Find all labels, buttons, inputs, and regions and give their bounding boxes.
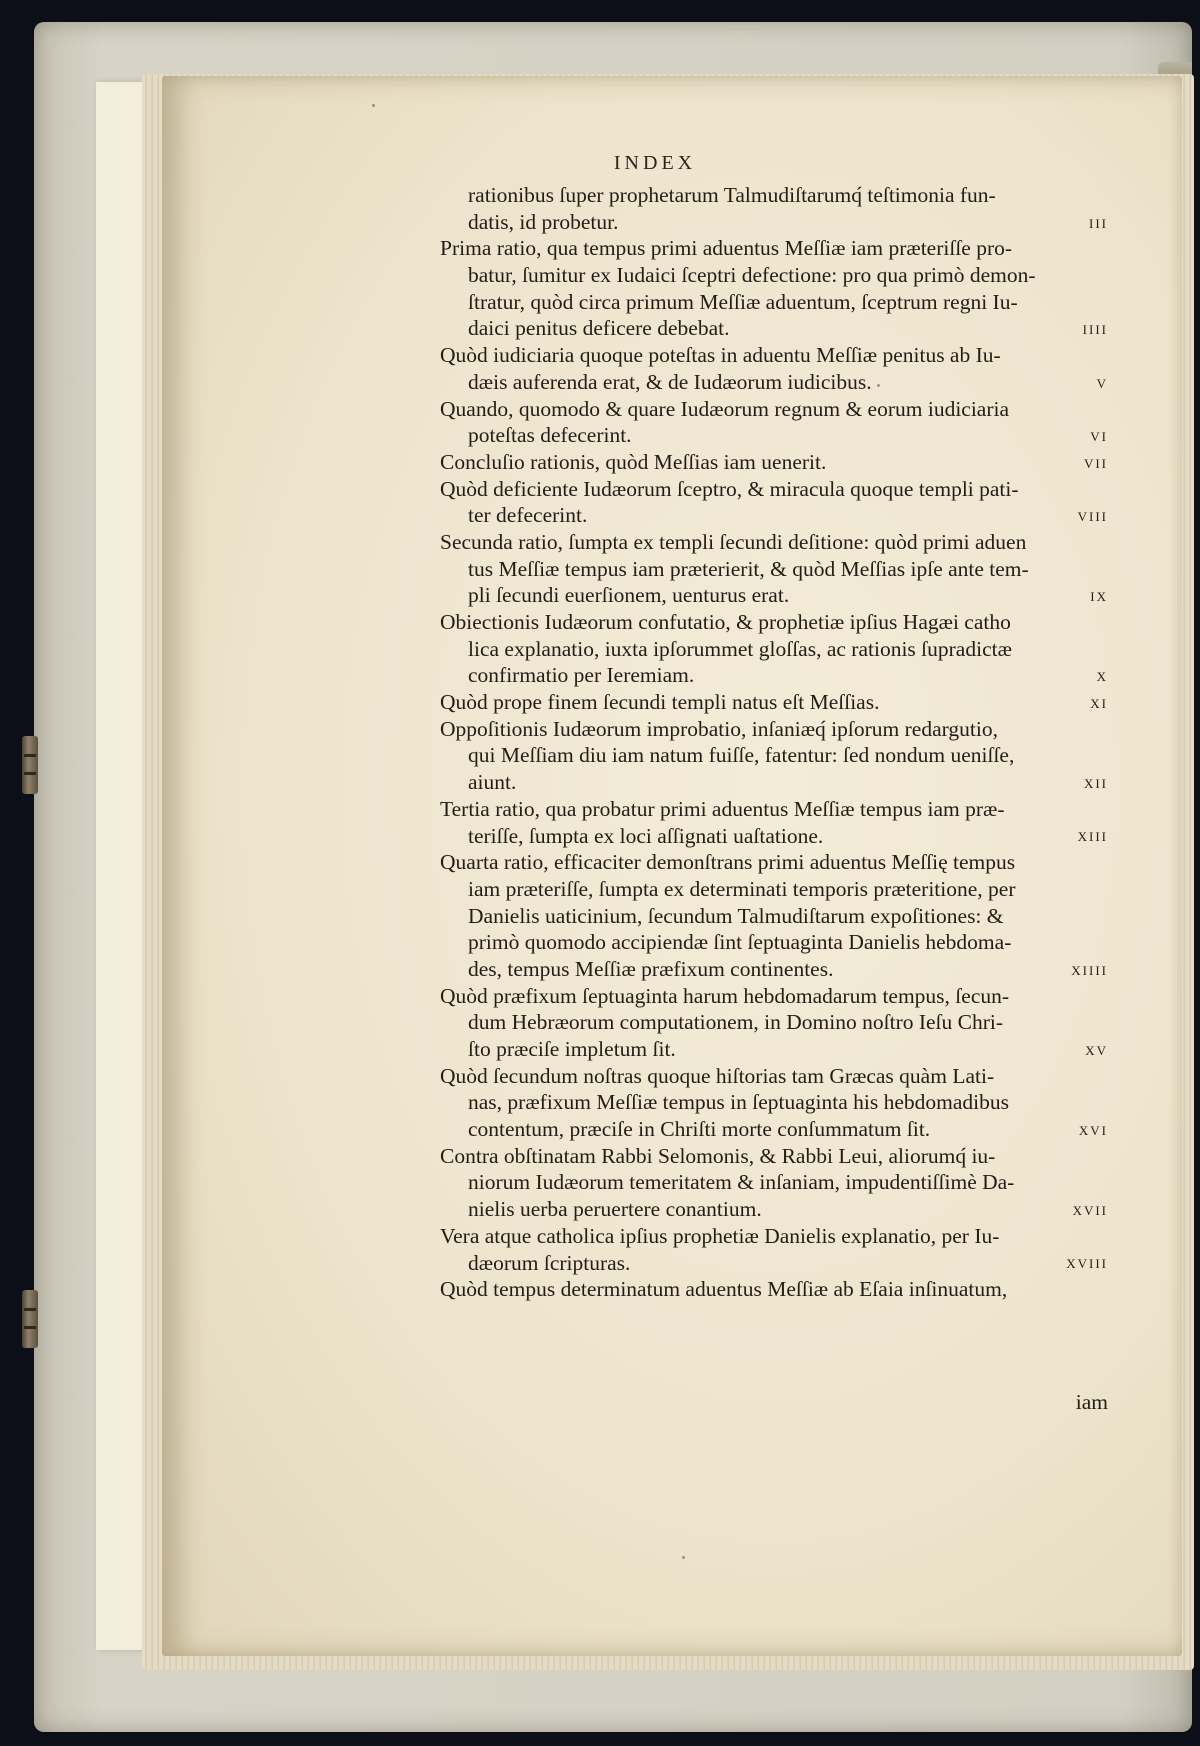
index-entry-line: [440, 369, 1108, 396]
index-entry-line: niorum Iudæorum temeritatem & inſaniam, impudentiſſimè Da-: [468, 1170, 1015, 1195]
index-entry: [440, 1223, 1108, 1276]
index-entry-line: Quarta ratio, efficaciter demonſtrans primi aduentus Meſſię tempus: [440, 850, 1016, 875]
index-entry-line: [440, 209, 1108, 236]
folio-number: xii: [1083, 772, 1108, 793]
folio-number: x: [1096, 665, 1108, 686]
folio-number: v: [1096, 371, 1108, 392]
index-entry-line: [440, 769, 1108, 796]
index-entry: [440, 689, 1108, 716]
index-entry-text: Quòd prope finem ſecundi templi natus eſt Meſſias.: [440, 690, 880, 715]
index-entry-text: contentum, præciſe in Chriſti morte conſummatum ſit.: [468, 1117, 931, 1142]
catchword: iam: [1075, 1390, 1108, 1414]
index-entry-text: ſto præciſe impletum ſit.: [468, 1037, 676, 1061]
index-entry-line: Vera atque catholica ipſius prophetiæ Danielis explanatio, per Iu-: [440, 1223, 1000, 1248]
folio-number: xi: [1090, 692, 1108, 713]
index-entry-text: pli ſecundi euerſionem, uenturus erat.: [468, 583, 790, 608]
folio-number: iii: [1089, 211, 1108, 232]
index-entry-line: Tertia ratio, qua probatur primi aduentus Meſſiæ tempus iam præ-: [440, 796, 1005, 821]
index-entry-line: Prima ratio, qua tempus primi aduentus Meſſiæ iam præteriſſe pro-: [440, 236, 1013, 261]
folio-number: xvi: [1078, 1119, 1108, 1140]
index-entry-line: Obiectionis Iudæorum confutatio, & prophetiæ ipſius Hagæi catho: [440, 610, 1011, 634]
index-entry-line: lica explanatio, iuxta ipſorummet gloſſas, ac rationis ſupradictæ: [468, 636, 1012, 661]
index-entry-text: dæorum ſcripturas.: [468, 1250, 631, 1275]
index-entry-text: Concluſio rationis, quòd Meſſias iam uenerit.: [440, 449, 827, 474]
index-entry-line: [440, 315, 1108, 342]
folio-number: vi: [1090, 425, 1108, 446]
index-entry-line: [440, 1116, 1108, 1143]
index-entry-line: ſtratur, quòd circa primum Meſſiæ aduentum, ſceptrum regni Iu-: [468, 289, 1018, 314]
index-entry: [440, 983, 1108, 1063]
index-entry-line: Quòd deficiente Iudæorum ſceptro, & miracula quoque templi pati-: [440, 476, 1019, 501]
index-list: [440, 182, 1108, 1303]
index-entry-text: des, tempus Meſſiæ præfixum continentes.: [468, 956, 834, 981]
folio-number: xiii: [1077, 825, 1108, 846]
index-entry: [440, 1063, 1108, 1143]
index-entry-text: teriſſe, ſumpta ex loci aſſignati uaſtatione.: [468, 823, 824, 848]
index-entry-line: Contra obſtinatam Rabbi Selomonis, & Rabbi Leui, aliorumq́ iu-: [440, 1143, 996, 1168]
index-entry: [440, 235, 1108, 342]
index-entry-line: batur, ſumitur ex Iudaici ſceptri defectione: pro qua primò demon-: [468, 263, 1036, 288]
index-entry-text: nielis uerba peruertere conantium.: [468, 1197, 762, 1222]
index-entry-line: rationibus ſuper prophetarum Talmudiſtarumq́ teſtimonia fun-: [468, 183, 996, 207]
index-entry-text: confirmatio per Ieremiam.: [468, 663, 695, 688]
folio-number: ix: [1090, 585, 1108, 606]
index-entry-text: daici penitus deficere debebat.: [468, 316, 730, 341]
index-entry: [440, 849, 1108, 982]
index-entry-line: primò quomodo accipiendæ ſint ſeptuaginta Danielis hebdoma-: [468, 930, 1012, 955]
folio-number: xviii: [1066, 1252, 1108, 1273]
index-entry: [440, 716, 1108, 796]
index-entry-line: Secunda ratio, ſumpta ex templi ſecundi deſitione: quòd primi aduen: [440, 529, 1027, 554]
hinge-icon: [22, 1290, 38, 1348]
index-entry-line: Quòd ſecundum noſtras quoque hiſtorias tam Græcas quàm Lati-: [440, 1063, 995, 1088]
index-entry-line: [440, 823, 1108, 850]
index-entry-line: tus Meſſiæ tempus iam præterierit, & quòd Meſſias ipſe ante tem-: [468, 556, 1029, 581]
index-entry-line: Quòd præfixum ſeptuaginta harum hebdomadarum tempus, ſecun-: [440, 983, 1010, 1008]
index-entry-text: poteſtas defecerint.: [468, 423, 632, 448]
index-entry: [440, 796, 1108, 849]
folio-number: vii: [1083, 451, 1108, 472]
index-entry-line: Oppoſitionis Iudæorum improbatio, inſaniæq́ ipſorum redargutio,: [440, 716, 998, 741]
index-entry-line: Danielis uaticinium, ſecundum Talmudiſtarum expoſitiones: &: [468, 903, 1004, 928]
index-entry-line: Quòd iudiciaria quoque poteſtas in aduentu Meſſiæ penitus ab Iu-: [440, 343, 1001, 368]
index-entry-line: qui Meſſiam diu iam natum fuiſſe, fatentur: ſed nondum ueniſſe,: [468, 743, 1015, 768]
index-entry: [440, 449, 1108, 476]
index-entry: [440, 182, 1108, 235]
index-entry-line: [440, 662, 1108, 689]
running-head: INDEX: [613, 152, 697, 174]
index-entry-text: ter defecerint.: [468, 503, 588, 528]
index-entry-text: dæis auferenda erat, & de Iudæorum iudicibus.: [468, 369, 872, 394]
index-entry-line: Quòd tempus determinatum aduentus Meſſiæ ab Eſaia inſinuatum,: [440, 1277, 1008, 1302]
folio-number: xvii: [1072, 1199, 1108, 1220]
index-entry-text: aiunt.: [468, 770, 517, 795]
index-entry: [440, 529, 1108, 609]
index-entry-line: [440, 1250, 1108, 1277]
index-entry-line: [440, 582, 1108, 609]
index-entry-line: iam præteriſſe, ſumpta ex determinati temporis præteritione, per: [468, 876, 1016, 901]
index-entry: [440, 609, 1108, 689]
folio-number: xv: [1085, 1038, 1108, 1059]
index-entry-line: [440, 1196, 1108, 1223]
index-entry-line: [440, 502, 1108, 529]
index-entry: [440, 342, 1108, 395]
index-entry-text: datis, id probetur.: [468, 209, 619, 234]
folio-number: xiiii: [1071, 958, 1108, 979]
index-entry: [440, 396, 1108, 449]
index-entry-line: nas, præfixum Meſſiæ tempus in ſeptuaginta his hebdomadibus: [468, 1090, 1010, 1115]
index-entry-line: [440, 449, 1108, 476]
index-entry: [440, 476, 1108, 529]
index-entry: [440, 1143, 1108, 1223]
index-entry-line: [440, 1036, 1108, 1063]
index-entry-line: dum Hebræorum computationem, in Domino noſtro Ieſu Chri-: [468, 1010, 1004, 1035]
hinge-icon: [22, 736, 38, 794]
folio-number: viii: [1077, 505, 1108, 526]
folio-number: iiii: [1082, 318, 1108, 339]
index-entry: [440, 1276, 1108, 1303]
index-entry-line: [440, 956, 1108, 983]
index-entry-line: [440, 689, 1108, 716]
index-entry-line: Quando, quomodo & quare Iudæorum regnum & eorum iudiciaria: [440, 396, 1010, 421]
index-entry-line: [440, 422, 1108, 449]
